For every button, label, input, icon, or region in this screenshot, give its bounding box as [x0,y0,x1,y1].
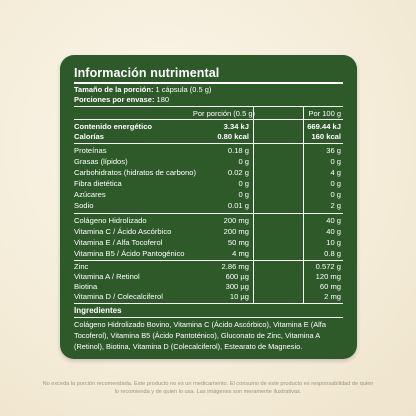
row-per-100g: 40 g [326,227,341,236]
row-per-100g: 60 mg [319,282,341,291]
row-per-serving: 600 µg [225,272,249,281]
row-label: Proteínas [74,146,107,155]
row-label: Colágeno Hidrolizado [74,216,147,225]
row-label: Grasas (lípidos) [74,157,128,166]
row-per-serving: 0 g [238,157,249,166]
servings-value: 180 [156,95,170,104]
table-row [74,238,343,249]
ingredients-title: Ingredientes [74,306,122,315]
row-label: Vitamina B5 / Ácido Pantogénico [74,249,185,258]
row-per-100g: 0 g [330,157,341,166]
row-label: Carbohidratos (hidratos de carbono) [74,168,196,177]
disclaimer-text: No exceda la porción recomendada. Este producto no es un medicamento. El consumo de este producto es responsabilidad de quien lo recomienda y de quien lo usa. Las imágenes son meramente ilustrativas. [42,381,374,395]
ingredients-rule [74,317,343,318]
row-label: Vitamina E / Alfa Tocoferol [74,238,163,247]
header-rule [74,119,343,120]
serving-size [74,85,211,94]
row-per-100g: 0.8 g [324,249,341,258]
nutrition-card [60,55,357,359]
servings-label: Porciones por envase: [74,95,155,104]
table-bottom-rule [74,303,343,304]
nutrition-panel [66,61,351,353]
row-label: Vitamina C / Ácido Ascórbico [74,227,172,236]
table-row [74,216,343,227]
row-per-100g: 10 g [326,238,341,247]
table-row [74,132,343,143]
row-label: Vitamina D / Colecalciferol [74,292,163,301]
row-per-serving: 50 mg [227,238,249,247]
ingredients-text: Colágeno Hidrolizado Bovino, Vitamina C (Ácido Ascórbico), Vitamina E (Alfa Tocoferol), Vitamina B5 (Ácido Pantoténico), Gluconato de Zinc, Vitamina A (Retinol), Biotina, Vitamina D (Colecalciferol), Estearato de Magnesio. [74,320,326,351]
row-per-100g: 0.572 g [315,262,341,271]
row-per-serving: 0.80 kcal [217,132,249,141]
nutrients-rule [74,213,343,214]
table-row [74,157,343,168]
table-row [74,249,343,260]
row-per-100g: 120 mg [315,272,341,281]
row-per-100g: 40 g [326,216,341,225]
row-label: Azúcares [74,190,106,199]
serving-size-label: Tamaño de la porción: [74,85,154,94]
row-per-serving: 0 g [238,190,249,199]
row-per-serving: 0.01 g [227,201,249,210]
table-row [74,146,343,157]
row-label: Calorías [74,132,104,141]
table-row [74,201,343,212]
row-label: Vitamina A / Retinol [74,272,140,281]
servings-per-container [74,95,169,104]
row-per-serving: 200 mg [223,227,249,236]
row-per-100g: 669.44 kJ [307,122,341,131]
table-row [74,168,343,179]
row-label: Biotina [74,282,98,291]
table-row [74,292,343,303]
row-per-serving: 200 mg [223,216,249,225]
row-per-serving: 0.18 g [227,146,249,155]
table-row [74,190,343,201]
row-per-serving: 10 µg [229,292,249,301]
row-per-100g: 36 g [326,146,341,155]
serving-size-value: 1 cápsula (0.5 g) [155,85,212,94]
row-per-100g: 160 kcal [311,132,341,141]
panel-title: Información nutrimental [74,66,220,80]
energy-rule [74,143,343,144]
row-per-serving: 4 mg [232,249,249,258]
row-per-100g: 0 g [330,190,341,199]
table-row [74,179,343,190]
row-per-serving: 300 µg [225,282,249,291]
row-per-100g: 2 mg [324,292,341,301]
row-label: Contenido energético [74,122,153,131]
row-label: Zinc [74,262,89,271]
b5-rule [74,260,343,261]
column-header-per-100g: Por 100 g [308,109,341,118]
row-label: Sodio [74,201,94,210]
row-label: Fibra dietética [74,179,122,188]
title-rule [74,82,343,84]
row-per-serving: 0 g [238,179,249,188]
column-header-per-serving: Por porción (0.5 g) [192,109,255,118]
row-per-100g: 4 g [330,168,341,177]
row-per-100g: 2 g [330,201,341,210]
row-per-100g: 0 g [330,179,341,188]
row-per-serving: 2.86 mg [221,262,249,271]
table-row [74,227,343,238]
row-per-serving: 0.02 g [227,168,249,177]
row-per-serving: 3.34 kJ [223,122,249,131]
